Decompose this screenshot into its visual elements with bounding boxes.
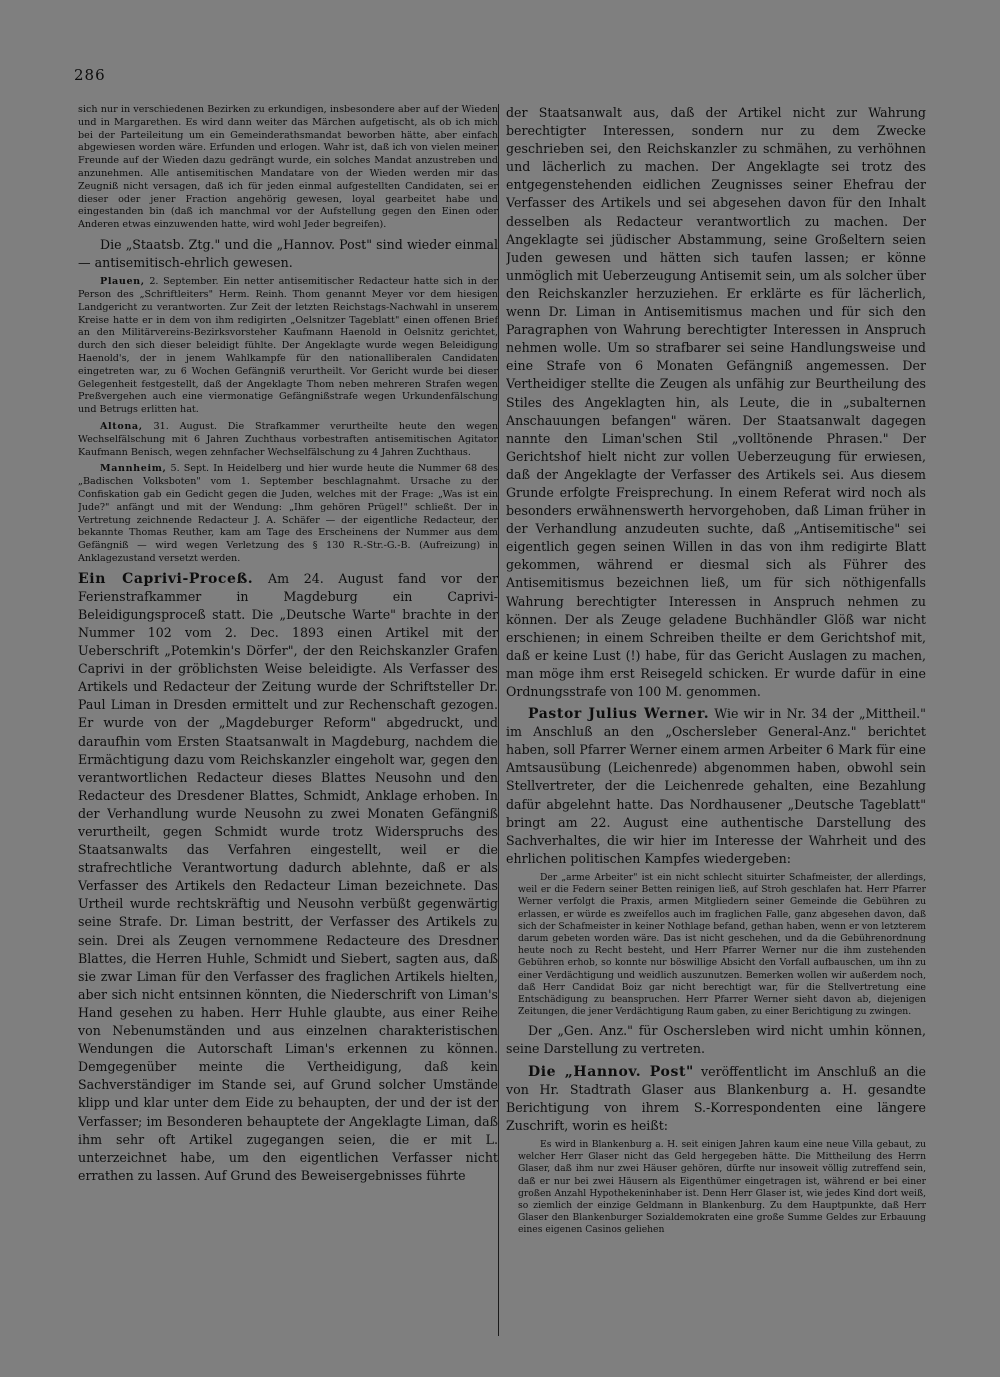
mannheim-dateline: Mannheim,	[100, 463, 167, 475]
caprivi-text: Am 24. August fand vor der Ferienstrafkammer in Magdeburg ein Caprivi-Beleidigungsproceß statt. Die „Deutsche Warte" brachte in der Nummer 102 vom 2. Dec. 1893 einen Artikel mit der Ueberschrift „Potemkin's Dörfer", der den Reichskanzler Grafen Caprivi in der gröblichsten Weise beleidigte. Als Verfasser des Artikels und Redacteur der Zeitung wurde der Schriftsteller Dr. Paul Liman in Dresden ermittelt und zur Rechenschaft gezogen. Er wurde von der „Magdeburger Reform" abgedruckt, und daraufhin vom Ersten Staatsanwalt in Magdeburg, nachdem die Ermächtigung dazu vom Reichskanzler eingeholt war, gegen den verantwortlichen Redacteur dieses Blattes Neusohn und den Redacteur des Dresdener Blattes, Schmidt, Anklage erhoben. In der Verhandlung wurde Neusohn zu zwei Monaten Gefängniß verurtheilt, gegen Schmidt wurde trotz Widerspruchs des Staatsanwalts das Verfahren eingestellt, weil er die strafrechtliche Verantwortung dadurch ablehnte, daß er als Verfasser des Artikels den Redacteur Liman bezeichnete. Das Urtheil wurde rechtskräftig und Neusohn verbüßt gegenwärtig seine Strafe. Dr. Liman bestritt, der Verfasser des Artikels zu sein. Drei als Zeugen vernommene Redacteure des Dresdner Blattes, die Herren Huhle, Schmidt und Siebert, sagten aus, daß sie zwar Liman für den Verfasser des fraglichen Artikels hielten, aber sich nicht entsinnen könnten, die Niederschrift von Liman's Hand gesehen zu haben. Herr Huhle glaubte, aus einer Reihe von Nebenumständen und aus einzelnen charakteristischen Wendungen die Autorschaft Liman's erkennen zu können. Demgegenüber meinte die Vertheidigung, daß kein Sachverständiger im Stande sei, auf Grund solcher Umstände klipp und klar unter dem Eide zu behaupten, der und der ist der Verfasser; im Besonderen behauptete der Angeklagte Liman, daß ihm sehr oft Artikel zugegangen seien, die er mit L. unterzeichnet habe, um den eigentlichen Verfasser nicht errathen zu lassen. Auf Grund des Beweisergebnisses führte	[78, 570, 498, 1183]
page-number: 286	[74, 66, 106, 84]
gen-anz-paragraph: Der „Gen. Anz." für Oschersleben wird nicht umhin können, seine Darstellung zu vertreten.	[506, 1023, 926, 1057]
hannov-article	[506, 1063, 926, 1135]
hannov-quote: Es wird in Blankenburg a. H. seit einigen Jahren kaum eine neue Villa gebaut, zu welcher Herr Glaser nicht das Geld hergegeben hätte. Die Mittheilung des Herrn Glaser, daß ihm nur zwei Häuser gehören, dürfte nur insoweit völlig zutreffend sein, daß er nur bei zwei Häusern als Eigenthümer eingetragen ist, während er bei einer großen Anzahl Hypothekeninhaber ist. Denn Herr Glaser ist, wie jedes Kind dort weiß, so ziemlich der einzige Geldmann in Blankenburg. Zu dem Hauptpunkte, daß Herr Glaser den Blankenburger Sozialdemokraten eine große Summe Geldes zur Erbauung eines eigenen Casinos geliehen	[518, 1138, 926, 1236]
right-column	[506, 104, 926, 1336]
altona-report	[78, 421, 498, 459]
letter-paragraph: sich nur in verschiedenen Bezirken zu erkundigen, insbesondere aber auf der Wieden und in Margarethen. Es wird dann weiter das Märchen aufgetischt, als ob ich mich bei der Parteileitung um ein Gemeinderathsmandat beworben hätte, aber einfach abgewiesen worden wäre. Erfunden und erlogen. Wahr ist, daß ich von vielen meiner Freunde auf der Wieden dazu gedrängt wurde, ein solches Mandat anzustreben und anzunehmen. Alle antisemitischen Mandatare von der Wieden werden mir das Zeugniß nicht versagen, daß ich für jeden einmal aufgestellten Candidaten, sei er dieser oder jener Fraction angehörig gewesen, loyal gearbeitet habe und eingestanden bin (daß ich manchmal vor der Aufstellung gegen den Einen oder Anderen etwas einzuwenden hatte, wird wohl Jeder begreifen).	[78, 104, 498, 231]
plauen-text: 2. September. Ein netter antisemitischer Redacteur hatte sich in der Person des „Schriftleiters" Herm. Reinh. Thom genannt Meyer vor dem hiesigen Landgericht zu verantworten. Zur Zeit der letzten Reichstags-Nachwahl in unserem Kreise hatte er in dem von ihm redigirten „Oelsnitzer Tageblatt" einen offenen Brief an den Militärvereins-Bezirksvorsteher Kaufmann Haenold in Oelsnitz gerichtet, durch den sich dieser beleidigt fühlte. Der Angeklagte wurde wegen Beleidigung Haenold's, der in jenem Wahlkampfe für den nationalliberalen Candidaten eingetreten war, zu 6 Wochen Gefängniß verurtheilt. Vor Gericht wurde bei dieser Gelegenheit festgestellt, daß der Angeklagte Thom neben mehreren Strafen wegen Preßvergehen auch eine viermonatige Gefängnißstrafe wegen Urkundenfälschung und Betrugs erlitten hat.	[78, 276, 498, 416]
plauen-report	[78, 276, 498, 417]
mannheim-report	[78, 463, 498, 565]
staatsb-paragraph: Die „Staatsb. Ztg." und die „Hannov. Post" sind wieder einmal — antisemitisch-ehrlich gewesen.	[78, 236, 498, 271]
left-column	[78, 104, 498, 1336]
altona-dateline: Altona,	[100, 420, 143, 432]
hannov-headline: Die „Hannov. Post"	[528, 1063, 694, 1080]
mannheim-text: 5. Sept. In Heidelberg und hier wurde heute die Nummer 68 des „Badischen Volksboten" vom 1. September beschlagnahmt. Ursache zu der Confiskation gab ein Gedicht gegen die Juden, welches mit der Frage: „Was ist ein Jude?" anfängt und mit der Wendung: „Ihm gehören Prügel!" schließt. Der in Vertretung zeichnende Redacteur J. A. Schäfer — der eigentliche Redacteur, der bekannte Thomas Reuther, kam am Tage des Erscheinens der Nummer aus dem Gefängniß — wird wegen Verletzung des § 130 R.-Str.-G.-B. (Aufreizung) in Anklagezustand versetzt werden.	[78, 463, 498, 564]
altona-text: 31. August. Die Strafkammer verurtheilte heute den wegen Wechselfälschung mit 6 Jahren Zuchthaus vorbestraften antisemitischen Agitator Kaufmann Benisch, wegen zehnfacher Wechselfälschung zu 4 Jahren Zuchthaus.	[78, 420, 498, 458]
werner-article	[506, 705, 926, 868]
plauen-dateline: Plauen,	[100, 276, 145, 288]
werner-text: Wie wir in Nr. 34 der „Mittheil." im Anschluß an den „Oschersleber General-Anz." berichtet haben, soll Pfarrer Werner einem armen Arbeiter 6 Mark für eine Amtsausübung (Leichenrede) abgenommen haben, obwohl sein Stellvertreter, der die Leichenrede gehalten, eine Bezahlung dafür abgelehnt hatte. Das Nordhausener „Deutsche Tageblatt" bringt am 22. August eine authentische Darstellung des Sachverhaltes, die wir hier im Interesse der Wahrheit und des ehrlichen politischen Kampfes wiedergeben:	[506, 706, 926, 866]
column-divider	[498, 104, 499, 1336]
caprivi-continuation: der Staatsanwalt aus, daß der Artikel nicht zur Wahrung berechtigter Interessen, sondern nur zu dem Zwecke geschrieben sei, den Reichskanzler zu schmähen, zu verhöhnen und lächerlich zu machen. Der Angeklagte sei trotz des entgegenstehenden eidlichen Zeugnisses seiner Ehefrau der Verfasser des Artikels und sei abgesehen davon für den Inhalt desselben als Redacteur verantwortlich zu machen. Der Angeklagte sei jüdischer Abstammung, seine Großeltern seien Juden gewesen und hätten sich taufen lassen; er könne unmöglich mit Ueberzeugung Antisemit sein, um als solcher über den Reichskanzler herzuziehen. Er erklärte es für lächerlich, wenn Dr. Liman in Antisemitismus machen und für sich den Paragraphen von Wahrung berechtigter Interessen in Anspruch nehmen wolle. Um so strafbarer sei seine Handlungsweise und eine Strafe von 6 Monaten Gefängniß angemessen. Der Vertheidiger stellte die Zeugen als unfähig zur Beurtheilung des Stiles des Angeklagten hin, als Leute, die in „subalternen Anschauungen befangen" wären. Der Staatsanwalt dagegen nannte den Liman'schen Stil „volltönende Phrasen." Der Gerichtshof hielt nicht zur vollen Ueberzeugung für erwiesen, daß der Angeklagte der Verfasser des Artikels sei. Aus diesem Grunde erfolgte Freisprechung. In einem Referat wird noch als besonders erwähnenswerth hervorgehoben, daß Liman früher in der Verhandlung anzudeuten suchte, daß „Antisemitische" sei eigentlich gegen seinen Willen in das von ihm redigirte Blatt gekommen, während er diesmal sich als Führer des Antisemitismus bezeichnen ließ, um für sich nöthigenfalls Wahrung berechtigter Interessen in Anspruch nehmen zu können. Der als Zeuge geladene Buchhändler Glöß war nicht erschienen; in einem Schreiben theilte er dem Gerichtshof mit, daß er keine Lust (!) habe, für das Gericht Auslagen zu machen, man möge ihm erst Reisegeld schicken. Er wurde dafür in eine Ordnungsstrafe von 100 M. genommen.	[506, 105, 926, 699]
werner-headline: Pastor Julius Werner.	[528, 706, 710, 723]
caprivi-article	[78, 570, 498, 1185]
hannov-text: veröffentlicht im Anschluß an die von Hr. Stadtrath Glaser aus Blankenburg a. H. gesandte Berichtigung von ihrem S.-Korrespondenten eine längere Zuschrift, worin es heißt:	[506, 1063, 926, 1133]
caprivi-headline: Ein Caprivi-Proceß.	[78, 570, 254, 587]
werner-quote: Der „arme Arbeiter" ist ein nicht schlecht situirter Schafmeister, der allerdings, weil er die Federn seiner Betten reinigen ließ, auf Stroh geschlafen hat. Herr Pfarrer Werner verfolgt die Praxis, armen Mitgliedern seiner Gemeinde die Gebühren zu erlassen, er würde es zweifellos auch im fraglichen Falle, ganz abgesehen davon, daß sich der Schafmeister in keiner Nothlage befand, gethan haben, wenn er von letzterem darum gebeten worden wäre. Das ist nicht geschehen, und da die Gebührenordnung heute noch zu Recht besteht, und Herr Pfarrer Werner nur die ihm zustehenden Gebühren erhob, so konnte nur böswillige Absicht den Vorfall aufbauschen, um ihn zu einer Verdächtigung und weidlich auszunutzen. Bemerken wollen wir außerdem noch, daß Herr Candidat Boiz gar nicht berechtigt war, für die Stellvertretung eine Entschädigung zu beanspruchen. Herr Pfarrer Werner sieht davon ab, diejenigen Zeitungen, die jener Verdächtigung Raum gaben, zu einer Berichtigung zu zwingen.	[518, 871, 926, 1018]
